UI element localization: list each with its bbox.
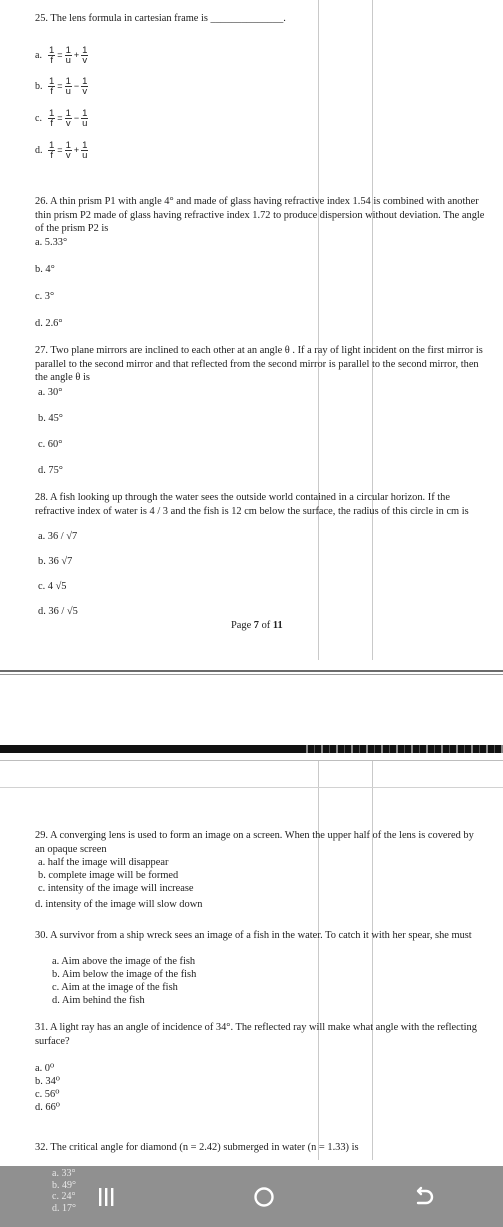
question-25-option-d: d. $\frac{1}{f}$ = $\frac{1}{v}$ + $\frac{1}{u}$ (35, 139, 88, 161)
question-26-stem: 26. A thin prism P1 with angle 4° and made of glass having refractive index 1.54 is combined with another thin prism P2 made of glass having refractive index 1.72 to produce dispersion without deviation. The angle of the prism P2 is (35, 196, 485, 234)
question-27-option-b: b. 45° (38, 413, 63, 424)
question-25-option-a: a. $\frac{1}{f}$ = $\frac{1}{u}$ + $\frac{1}{v}$ (35, 44, 88, 66)
question-29-option-d: d. intensity of the image will slow down (35, 899, 203, 910)
page-break-line (0, 674, 503, 675)
scan-line (318, 0, 319, 660)
question-32-option-a: a. 33° (52, 1168, 76, 1179)
question-28-option-d: d. 36 / √5 (38, 606, 78, 617)
question-31-option-b: b. 34⁰ (35, 1076, 60, 1087)
question-27-option-c: c. 60° (38, 439, 63, 450)
question-31-stem: 31. A light ray has an angle of incidence of 34°. The reflected ray will make what angle with the reflecting surface? (35, 1022, 477, 1047)
scan-edge-line (0, 787, 503, 788)
page-number-footer: Page 7 of 11 (231, 620, 283, 631)
question-27-stem: 27. Two plane mirrors are inclined to each other at an angle θ . If a ray of light incident on the first mirror is parallel to the second mirror and that reflected from the second mirror is parallel to the second mirror, then the angle θ is (35, 345, 483, 383)
question-32-options (52, 1168, 76, 1214)
question-30-option-c: c. Aim at the image of the fish (52, 982, 178, 993)
question-25-stem: 25. The lens formula in cartesian frame is ______________. (35, 13, 286, 24)
question-31-option-d: d. 66⁰ (35, 1102, 60, 1113)
question-27-option-a: a. 30° (38, 387, 63, 398)
question-28-option-c: c. 4 √5 (38, 581, 67, 592)
question-28-option-a: a. 36 / √7 (38, 531, 78, 542)
question-29-option-a: a. half the image will disappear (38, 857, 169, 868)
question-32-option-b: b. 49° (52, 1179, 76, 1191)
scan-edge-band (0, 745, 503, 753)
question-27-option-d: d. 75° (38, 465, 63, 476)
question-32-stem: 32. The critical angle for diamond (n = 2.42) submerged in water (n = 1.33) is (35, 1142, 359, 1153)
back-icon[interactable] (408, 1183, 440, 1211)
question-31-option-c: c. 56⁰ (35, 1089, 60, 1100)
question-25-option-c: c. $\frac{1}{f}$ = $\frac{1}{v}$ − $\frac{1}{u}$ (35, 107, 88, 129)
question-30-option-a: a. Aim above the image of the fish (52, 956, 196, 967)
question-26-option-d: d. 2.6° (35, 318, 63, 329)
scan-line (318, 760, 319, 1160)
question-31-option-a: a. 0⁰ (35, 1063, 55, 1074)
question-26-option-b: b. 4° (35, 264, 55, 275)
question-32-option-c: c. 24° (52, 1191, 76, 1202)
scan-line (372, 0, 373, 660)
page-break-line (0, 670, 503, 672)
question-29-option-c: c. intensity of the image will increase (38, 883, 194, 894)
question-30-stem: 30. A survivor from a ship wreck sees an image of a fish in the water. To catch it with her spear, she must (35, 930, 472, 941)
question-28-stem: 28. A fish looking up through the water sees the outside world contained in a circular horizon. If the refractive index of water is 4 / 3 and the fish is 12 cm below the surface, the radius of this circle in cm is (35, 492, 469, 517)
question-29-stem: 29. A converging lens is used to form an image on a screen. When the upper half of the lens is covered by an opaque screen (35, 830, 474, 855)
scan-line (372, 760, 373, 1160)
question-30-option-d: d. Aim behind the fish (52, 995, 145, 1006)
home-icon[interactable] (248, 1183, 280, 1211)
question-30-option-b: b. Aim below the image of the fish (52, 969, 197, 980)
recents-icon[interactable] (90, 1183, 122, 1211)
question-25-option-b: b. $\frac{1}{f}$ = $\frac{1}{u}$ − $\frac{1}{v}$ (35, 75, 88, 97)
question-26-option-c: c. 3° (35, 291, 55, 302)
question-28-option-b: b. 36 √7 (38, 556, 73, 567)
question-26-option-a: a. 5.33° (35, 237, 68, 248)
scan-edge-line (0, 760, 503, 761)
question-29-option-b: b. complete image will be formed (38, 870, 179, 881)
question-32-option-d: d. 17° (52, 1202, 76, 1214)
